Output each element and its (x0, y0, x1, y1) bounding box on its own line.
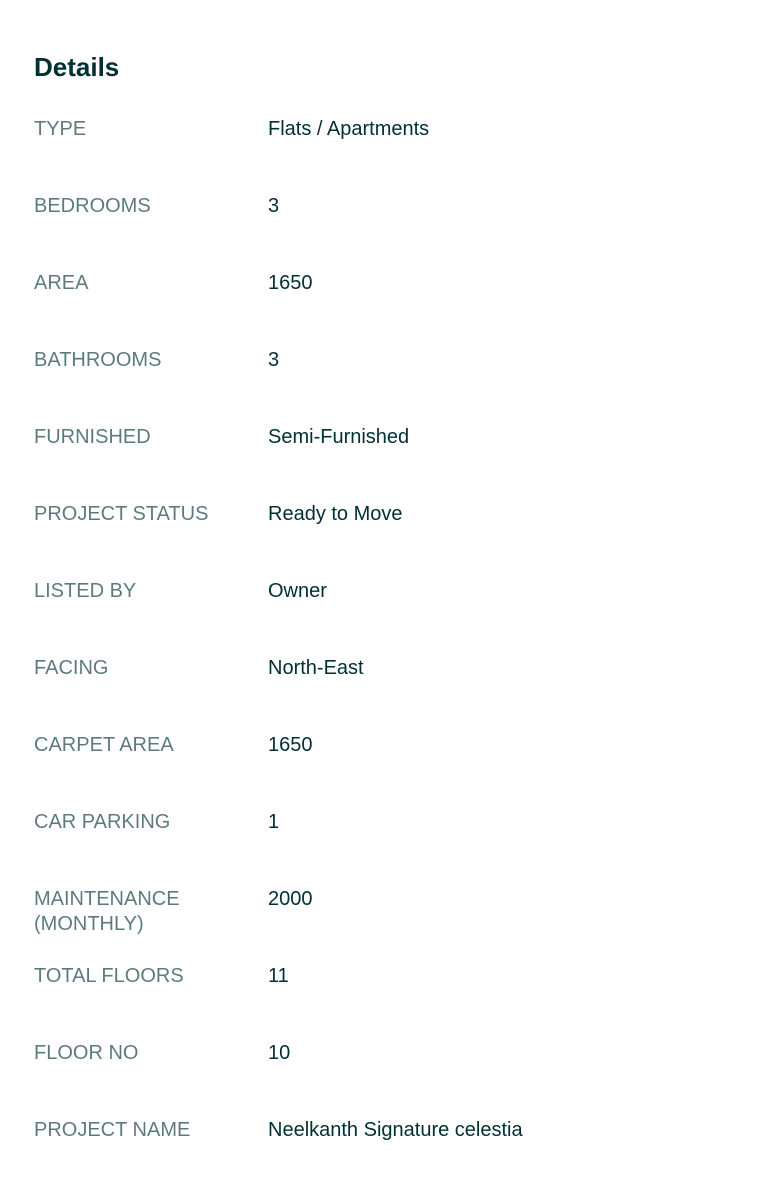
detail-value: North-East (268, 657, 364, 679)
detail-value: 11 (268, 965, 289, 987)
detail-key: PROJECT NAME (34, 1119, 191, 1141)
detail-key: AREA (34, 272, 89, 294)
details-title: Details (34, 52, 120, 82)
detail-row-bathrooms (34, 348, 734, 373)
detail-value: 1650 (268, 734, 313, 756)
detail-key: FLOOR NO (34, 1042, 139, 1064)
detail-row-floor-no (34, 1041, 734, 1066)
detail-value: 1 (268, 811, 280, 833)
detail-row-carpet-area (34, 733, 734, 758)
detail-value: 3 (268, 195, 280, 217)
detail-key: TYPE (34, 118, 87, 140)
detail-row-type (34, 117, 734, 142)
detail-key: BATHROOMS (34, 349, 162, 371)
detail-value: 10 (268, 1042, 291, 1064)
detail-key: FURNISHED (34, 426, 151, 448)
detail-key: CARPET AREA (34, 734, 174, 756)
detail-key: PROJECT STATUS (34, 503, 209, 525)
detail-key: CAR PARKING (34, 811, 171, 833)
detail-row-furnished (34, 425, 734, 450)
detail-row-car-parking (34, 810, 734, 835)
detail-row-facing (34, 656, 734, 681)
detail-value: Neelkanth Signature celestia (268, 1119, 523, 1141)
detail-row-maintenance (34, 887, 734, 937)
detail-row-listed-by (34, 579, 734, 604)
detail-key: BEDROOMS (34, 195, 151, 217)
detail-row-project-status (34, 502, 734, 527)
detail-row-total-floors (34, 964, 734, 989)
detail-key: FACING (34, 657, 109, 679)
detail-key: TOTAL FLOORS (34, 965, 184, 987)
detail-value: Ready to Move (268, 503, 403, 525)
detail-value: Owner (268, 580, 327, 602)
detail-key: LISTED BY (34, 580, 137, 602)
detail-row-area (34, 271, 734, 296)
detail-value: 3 (268, 349, 280, 371)
detail-value: 2000 (268, 888, 313, 910)
detail-value: 1650 (268, 272, 313, 294)
detail-key: MAINTENANCE (MONTHLY) (34, 888, 180, 935)
detail-row-project-name (34, 1118, 734, 1143)
detail-row-bedrooms (34, 194, 734, 219)
detail-value: Flats / Apartments (268, 118, 430, 140)
detail-value: Semi-Furnished (268, 426, 410, 448)
